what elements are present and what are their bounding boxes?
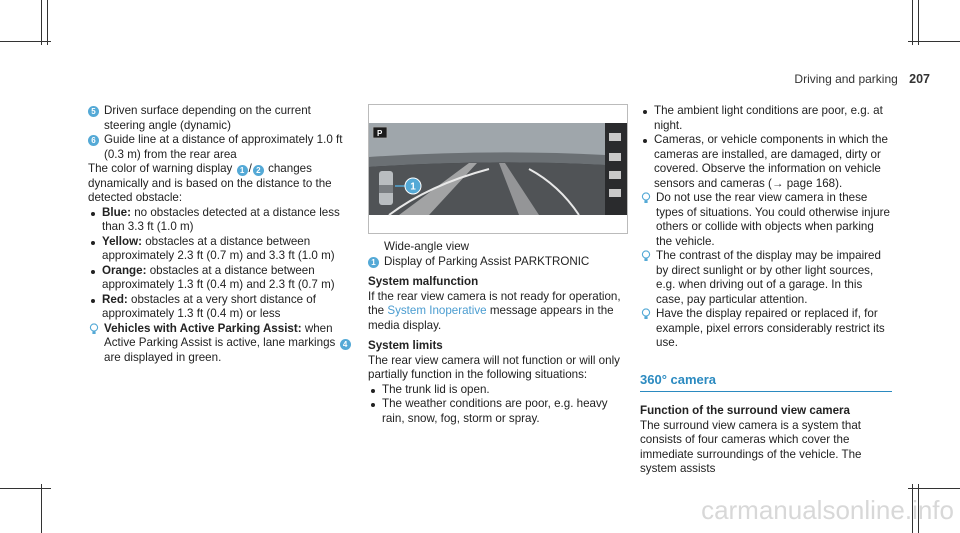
- callout-number: 6: [88, 135, 99, 146]
- tip-note: [640, 191, 892, 249]
- tip-lightbulb-icon: [640, 192, 652, 204]
- callout-number: 1: [368, 257, 379, 268]
- watermark-text: carmanualsonline.info: [701, 495, 954, 525]
- paragraph-text: message appears in the media display.: [368, 304, 614, 332]
- bullet-item: [88, 206, 353, 235]
- legend-item: [368, 255, 626, 270]
- crop-mark: [918, 0, 919, 45]
- legend-item: [88, 133, 353, 162]
- bullet-label: Orange:: [102, 263, 147, 277]
- bullet-label: Blue:: [102, 205, 131, 219]
- crop-mark: [908, 41, 960, 42]
- camera-view-illustration: [369, 105, 627, 233]
- image-caption: Wide-angle view: [384, 240, 470, 253]
- paragraph-text: If the rear view camera is not ready for operation, the: [368, 289, 621, 317]
- bullet-item: The trunk lid is open.: [368, 383, 626, 398]
- page-number: 207: [909, 72, 930, 86]
- tip-note: [640, 307, 892, 351]
- tip-note: [88, 322, 353, 366]
- tip-text: Do not use the rear view camera in these types of situations. You could otherwise injure others or collide with objects when parking the vehicle.: [656, 191, 890, 248]
- bullet-text: obstacles at a distance between approximately 2.3 ft (0.7 m) and 3.3 ft (1.0 m): [102, 234, 335, 262]
- tip-text: when Active Parking Assist is active, lane markings: [104, 321, 336, 349]
- separator: /: [248, 162, 252, 175]
- tip-lightbulb-icon: [640, 308, 652, 320]
- limits-intro: The rear view camera will not function or will only partially function in the following situations:: [368, 353, 620, 381]
- callout-number: 5: [88, 106, 99, 117]
- legend-text: Driven surface depending on the current steering angle (dynamic): [104, 104, 311, 132]
- bullet-text: obstacles at a very short distance of approximately 1.3 ft (0.4 m) or less: [102, 292, 316, 320]
- tip-note: [640, 249, 892, 307]
- section-name: Driving and parking: [794, 72, 898, 86]
- crop-mark: [41, 0, 42, 45]
- bullet-item: The weather conditions are poor, e.g. heavy rain, snow, fog, storm or spray.: [368, 397, 626, 426]
- bullet-item: The ambient light conditions are poor, e.g. at night.: [640, 104, 892, 133]
- camera-view-image: [368, 104, 628, 234]
- system-inoperative-message: System Inoperative: [387, 304, 487, 317]
- tip-lightbulb-icon: [88, 323, 100, 335]
- bullet-label: Red:: [102, 292, 128, 306]
- bullet-item: [88, 264, 353, 293]
- legend-text: Display of Parking Assist PARKTRONIC: [384, 254, 590, 268]
- tip-label: Vehicles with Active Parking Assist:: [104, 321, 302, 335]
- crop-mark: [908, 488, 960, 489]
- image-callout-number: 1: [410, 181, 416, 193]
- legend-text: Guide line at a distance of approximately 1.0 ft (0.3 m) from the rear area: [104, 133, 343, 161]
- crop-mark: [41, 484, 42, 533]
- crop-mark: [0, 41, 51, 42]
- legend-item: [88, 104, 353, 133]
- section-title: 360° camera: [640, 373, 892, 393]
- column-right: [640, 104, 892, 477]
- watermark-logo: [666, 491, 956, 527]
- callout-number: 4: [340, 339, 351, 350]
- bullet-text: no obstacles detected at a distance less than 3.3 ft (1.0 m): [102, 205, 340, 233]
- bullet-item: Cameras, or vehicle components in which the cameras are installed, are damaged, dirty or covered. Observe the information on vehicle sensors and cameras (→ page 168).: [640, 133, 892, 191]
- color-paragraph: [88, 162, 353, 206]
- column-left: [88, 104, 353, 365]
- camera-badge: P: [377, 129, 383, 138]
- crop-mark: [0, 488, 51, 489]
- section-heading: System limits: [368, 339, 443, 352]
- tip-text: Have the display repaired or replaced if, for example, pixel errors considerably restrict its use.: [656, 307, 885, 349]
- bullet-label: Yellow:: [102, 234, 142, 248]
- section-heading: System malfunction: [368, 275, 479, 288]
- running-header: [794, 72, 930, 86]
- malfunction-paragraph: [368, 290, 626, 334]
- bullet-text: obstacles at a distance between approximately 1.3 ft (0.4 m) and 2.3 ft (0.7 m): [102, 263, 335, 291]
- bullet-item: [88, 235, 353, 264]
- tip-text: The contrast of the display may be impaired by direct sunlight or by other light sources, e.g. when driving out of a garage. In this case, pay particular attention.: [656, 249, 881, 306]
- paragraph-text: changes dynamically and is based on the distance to the detected obstacle:: [88, 162, 332, 204]
- tip-lightbulb-icon: [640, 250, 652, 262]
- crop-mark: [47, 0, 48, 45]
- paragraph-text: The color of warning display: [88, 162, 233, 175]
- column-middle: [368, 104, 626, 426]
- tip-text: are displayed in green.: [104, 350, 222, 364]
- function-paragraph: The surround view camera is a system that consists of four cameras which cover the immediate surroundings of the vehicle. The system assists: [640, 418, 862, 475]
- callout-number: 2: [253, 165, 264, 176]
- bullet-item: [88, 293, 353, 322]
- callout-number: 1: [237, 165, 248, 176]
- crop-mark: [912, 0, 913, 45]
- section-heading: Function of the surround view camera: [640, 404, 851, 417]
